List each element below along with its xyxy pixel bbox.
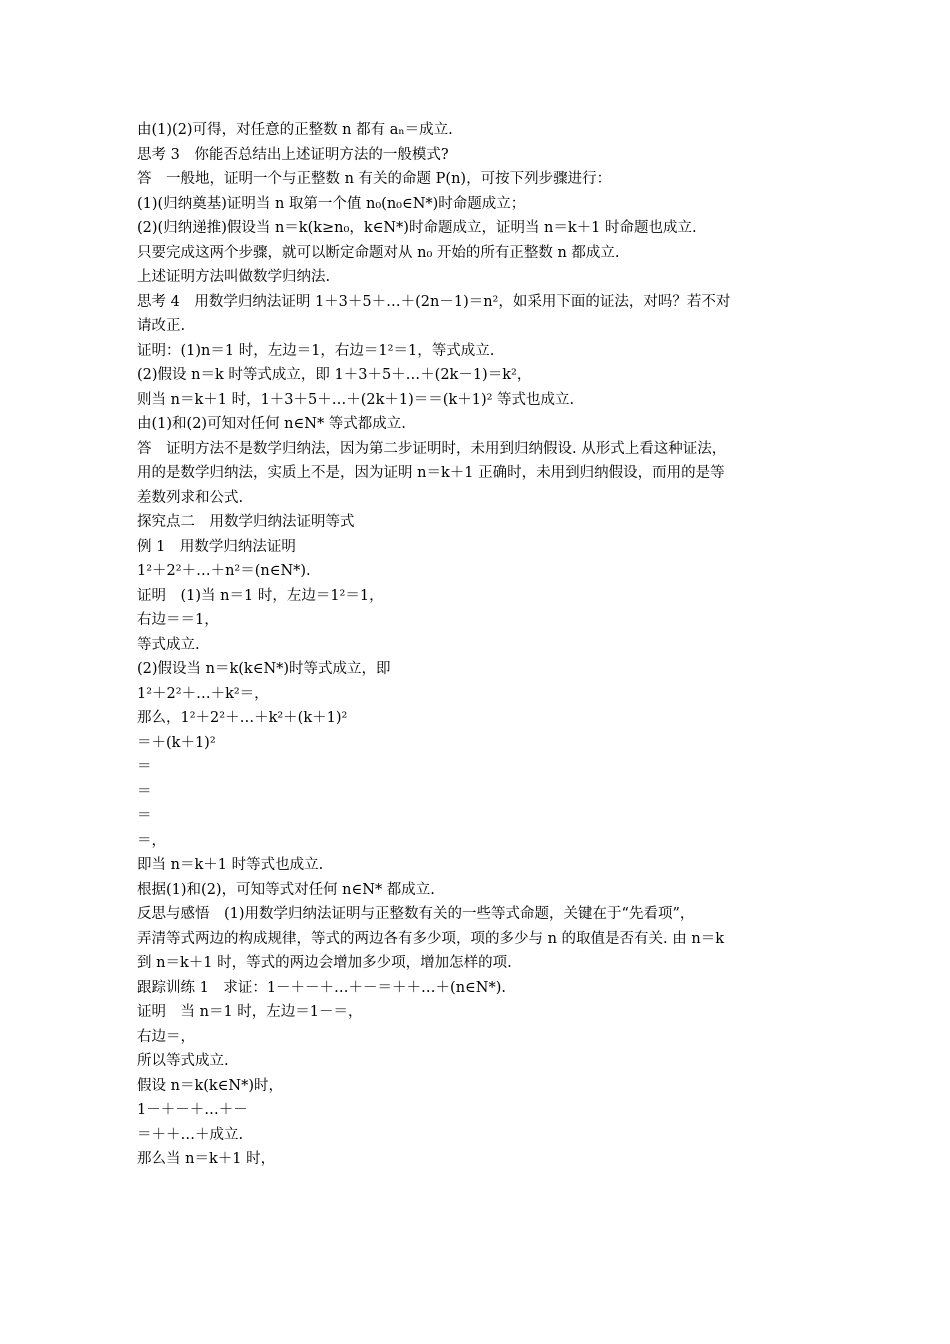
text-line: (2)(归纳递推)假设当 n＝k(k≥n₀，k∈N*)时命题成立，证明当 n＝k＋1 时命题也成立. [137,220,697,236]
text-line: 1²＋2²＋…＋n²＝(n∈N*). [137,563,311,579]
text-line: 答 证明方法不是数学归纳法，因为第二步证明时，未用到归纳假设. 从形式上看这种证法， [137,440,727,457]
text-line: 假设 n＝k(k∈N*)时， [137,1077,284,1094]
text-line: 请改正. [137,318,186,334]
text-line: 根据(1)和(2)，可知等式对任何 n∈N* 都成立. [137,881,435,898]
text-line: 到 n＝k＋1 时，等式的两边会增加多少项，增加怎样的项. [137,955,512,971]
text-line: ＝＋＋…＋成立. [137,1126,244,1143]
text-line: (2)假设 n＝k 时等式成立，即 1＋3＋5＋…＋(2k－1)＝k²， [137,367,532,383]
text-line: 等式成立. [137,636,200,653]
text-line: 右边＝， [137,1028,195,1045]
text-line: 则当 n＝k＋1 时，1＋3＋5＋…＋(2k＋1)＝＝(k＋1)² 等式也成立. [137,391,575,408]
text-line: ＝＋(k＋1)² [137,734,216,751]
text-line: ＝ [137,783,152,800]
text-line: 即当 n＝k＋1 时等式也成立. [137,857,324,873]
text-line: (1)(归纳奠基)证明当 n 取第一个值 n₀(n₀∈N*)时命题成立； [137,195,526,212]
text-line: 所以等式成立. [137,1053,229,1069]
text-line: 弄清等式两边的构成规律，等式的两边各有多少项，项的多少与 n 的取值是否有关. 由 n＝k [137,930,725,947]
text-line: 答 一般地，证明一个与正整数 n 有关的命题 P(n)，可按下列步骤进行： [137,171,612,187]
text-line: 探究点二 用数学归纳法证明等式 [137,514,355,530]
text-line: 证明 当 n＝1 时，左边＝1－＝， [137,1004,363,1020]
text-line: (2)假设当 n＝k(k∈N*)时等式成立，即 [137,661,391,677]
text-line: 证明：(1)n＝1 时，左边＝1，右边＝1²＝1，等式成立. [137,342,495,359]
text-line: 上述证明方法叫做数学归纳法. [137,269,331,285]
text-line: 例 1 用数学归纳法证明 [137,538,296,555]
text-line: 思考 3 你能否总结出上述证明方法的一般模式? [137,146,449,163]
document-body [137,118,827,1172]
text-line: 1－＋－＋…＋－ [137,1102,248,1118]
text-line: 用的是数学归纳法，实质上不是，因为证明 n＝k＋1 正确时，未用到归纳假设，而用的是等 [137,465,725,481]
text-line: 右边＝＝1， [137,612,219,628]
text-line: ＝， [137,832,166,849]
text-line: 由(1)(2)可得，对任意的正整数 n 都有 aₙ＝成立. [137,122,453,138]
text-line: 1²＋2²＋…＋k²＝， [137,685,269,702]
text-line: 思考 4 用数学归纳法证明 1＋3＋5＋…＋(2n－1)＝n²，如采用下面的证法，对吗？若不对 [137,293,731,310]
text-line: ＝ [137,808,152,824]
text-line: 证明 (1)当 n＝1 时，左边＝1²＝1， [137,587,384,604]
text-line: 那么，1²＋2²＋…＋k²＋(k＋1)² [137,710,348,726]
text-line: 差数列求和公式. [137,489,244,506]
text-line: 跟踪训练 1 求证：1－＋－＋…＋－＝＋＋…＋(n∈N*). [137,979,506,996]
text-line: 反思与感悟 (1)用数学归纳法证明与正整数有关的一些等式命题，关键在于“先看项”， [137,906,695,922]
text-line: 由(1)和(2)可知对任何 n∈N* 等式都成立. [137,416,406,432]
text-line: ＝ [137,759,152,775]
text-line: 那么当 n＝k＋1 时， [137,1151,276,1167]
text-line: 只要完成这两个步骤，就可以断定命题对从 n₀ 开始的所有正整数 n 都成立. [137,244,620,261]
